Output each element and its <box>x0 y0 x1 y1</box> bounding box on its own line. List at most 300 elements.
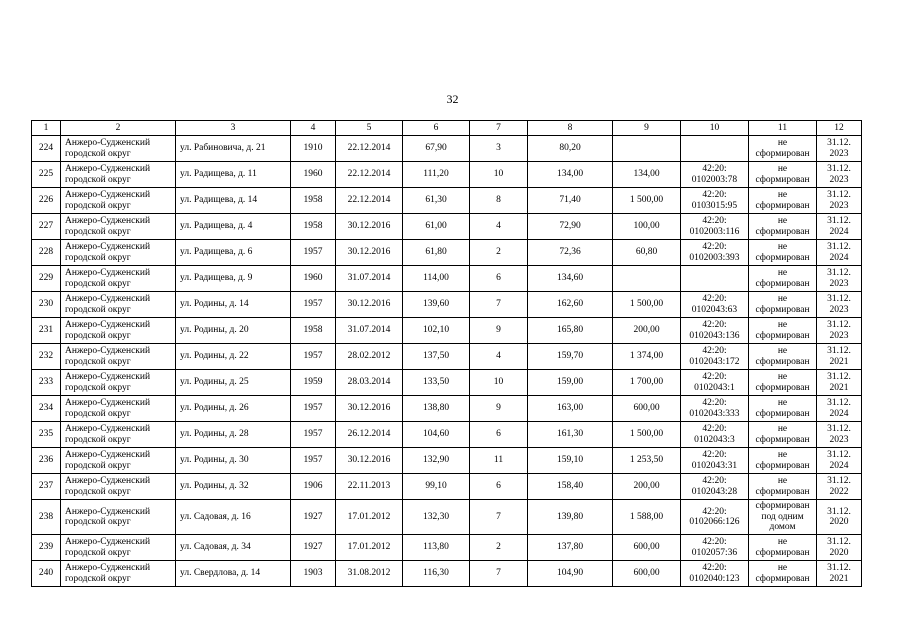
area-cell: 111,20 <box>403 162 470 188</box>
column-number-8: 8 <box>528 121 613 136</box>
row-number-cell: 236 <box>32 448 61 474</box>
area-cell: 139,60 <box>403 292 470 318</box>
land-area-cell: 1 500,00 <box>613 422 681 448</box>
municipality-line-2: городской округ <box>65 356 131 367</box>
land-status-cell <box>749 344 817 370</box>
municipality-line-1: Анжеро-Судженский <box>65 346 151 356</box>
land-status-cell <box>749 266 817 292</box>
cadastral-line-2: 0103015:95 <box>691 200 738 211</box>
column-number-9: 9 <box>613 121 681 136</box>
municipality-cell <box>61 370 176 396</box>
land-status-cell <box>749 136 817 162</box>
column-number-11: 11 <box>749 121 817 136</box>
land-status-cell <box>749 292 817 318</box>
municipality-cell <box>61 136 176 162</box>
municipality-line-1: Анжеро-Судженский <box>65 216 151 226</box>
deadline-line-2: 2020 <box>829 547 849 558</box>
land-status-cell <box>749 422 817 448</box>
cadastral-cell <box>681 214 749 240</box>
cadastral-cell <box>681 240 749 266</box>
area-cell: 61,80 <box>403 240 470 266</box>
table-row <box>32 448 862 474</box>
land-area-cell: 1 500,00 <box>613 292 681 318</box>
municipality-cell <box>61 266 176 292</box>
address-cell: ул. Родины, д. 30 <box>176 448 291 474</box>
year-cell: 1958 <box>291 318 336 344</box>
address-cell: ул. Радищева, д. 14 <box>176 188 291 214</box>
land-status-line-2: сформирован <box>755 408 810 419</box>
area-cell: 132,90 <box>403 448 470 474</box>
table-row <box>32 136 862 162</box>
table-row <box>32 266 862 292</box>
cadastral-line-2: 0102003:78 <box>691 174 738 185</box>
municipality-cell <box>61 535 176 561</box>
municipality-line-1: Анжеро-Судженский <box>65 242 151 252</box>
address-cell: ул. Радищева, д. 4 <box>176 214 291 240</box>
deadline-line-1: 31.12. <box>827 216 851 226</box>
row-number-cell: 233 <box>32 370 61 396</box>
deadline-cell <box>817 396 862 422</box>
municipality-line-2: городской округ <box>65 278 131 289</box>
column-number-4: 4 <box>291 121 336 136</box>
deadline-line-2: 2024 <box>829 252 849 263</box>
count-cell: 2 <box>470 240 528 266</box>
date-cell: 17.01.2012 <box>336 500 403 535</box>
land-status-line-1: не <box>777 294 788 304</box>
table-row <box>32 370 862 396</box>
row-number-cell: 232 <box>32 344 61 370</box>
deadline-cell <box>817 188 862 214</box>
total-area-cell: 104,90 <box>528 561 613 587</box>
deadline-line-2: 2021 <box>829 356 849 367</box>
deadline-line-2: 2024 <box>829 460 849 471</box>
count-cell: 6 <box>470 266 528 292</box>
total-area-cell: 137,80 <box>528 535 613 561</box>
total-area-cell: 162,60 <box>528 292 613 318</box>
municipality-cell <box>61 214 176 240</box>
deadline-cell <box>817 292 862 318</box>
land-status-line-1: не <box>777 138 788 148</box>
land-status-line-2: сформирован <box>755 304 810 315</box>
municipality-line-1: Анжеро-Судженский <box>65 138 151 148</box>
land-status-line-2: сформирован <box>755 226 810 237</box>
deadline-line-2: 2023 <box>829 304 849 315</box>
land-status-line-2: сформирован <box>755 252 810 263</box>
page-number: 32 <box>446 92 459 106</box>
date-cell: 28.03.2014 <box>336 370 403 396</box>
deadline-cell <box>817 344 862 370</box>
count-cell: 4 <box>470 214 528 240</box>
total-area-cell: 158,40 <box>528 474 613 500</box>
cadastral-cell <box>681 474 749 500</box>
cadastral-line-2: 0102043:28 <box>691 486 738 497</box>
municipality-line-1: Анжеро-Судженский <box>65 450 151 460</box>
municipality-line-1: Анжеро-Судженский <box>65 476 151 486</box>
deadline-line-1: 31.12. <box>827 138 851 148</box>
municipality-cell <box>61 396 176 422</box>
cadastral-line-2: 0102043:172 <box>689 356 740 367</box>
cadastral-line-1: 42:20: <box>702 294 727 304</box>
municipality-line-2: городской округ <box>65 148 131 159</box>
total-area-cell: 139,80 <box>528 500 613 535</box>
municipality-line-2: городской округ <box>65 408 131 419</box>
deadline-cell <box>817 214 862 240</box>
table-row <box>32 500 862 535</box>
date-cell: 30.12.2016 <box>336 240 403 266</box>
total-area-cell: 159,00 <box>528 370 613 396</box>
deadline-line-2: 2024 <box>829 226 849 237</box>
table-row <box>32 292 862 318</box>
table-row <box>32 162 862 188</box>
cadastral-line-1: 42:20: <box>702 190 727 200</box>
land-area-cell: 1 588,00 <box>613 500 681 535</box>
municipality-cell <box>61 292 176 318</box>
area-cell: 133,50 <box>403 370 470 396</box>
municipality-line-1: Анжеро-Судженский <box>65 563 151 573</box>
date-cell: 31.07.2014 <box>336 318 403 344</box>
table-row <box>32 561 862 587</box>
deadline-line-2: 2023 <box>829 278 849 289</box>
deadline-line-1: 31.12. <box>827 424 851 434</box>
municipality-line-1: Анжеро-Судженский <box>65 164 151 174</box>
count-cell: 7 <box>470 292 528 318</box>
area-cell: 99,10 <box>403 474 470 500</box>
total-area-cell: 72,36 <box>528 240 613 266</box>
row-number-cell: 227 <box>32 214 61 240</box>
area-cell: 113,80 <box>403 535 470 561</box>
area-cell: 138,80 <box>403 396 470 422</box>
municipality-line-1: Анжеро-Судженский <box>65 190 151 200</box>
count-cell: 4 <box>470 344 528 370</box>
table-row <box>32 318 862 344</box>
deadline-line-1: 31.12. <box>827 346 851 356</box>
land-area-cell: 600,00 <box>613 535 681 561</box>
municipality-cell <box>61 448 176 474</box>
cadastral-cell <box>681 344 749 370</box>
year-cell: 1957 <box>291 448 336 474</box>
land-status-line-2: сформирован <box>755 174 810 185</box>
row-number-cell: 225 <box>32 162 61 188</box>
address-cell: ул. Родины, д. 20 <box>176 318 291 344</box>
date-cell: 31.07.2014 <box>336 266 403 292</box>
deadline-line-2: 2024 <box>829 408 849 419</box>
row-number-cell: 226 <box>32 188 61 214</box>
municipality-line-1: Анжеро-Судженский <box>65 398 151 408</box>
table-row <box>32 422 862 448</box>
row-number-cell: 238 <box>32 500 61 535</box>
cadastral-cell <box>681 188 749 214</box>
municipality-line-1: Анжеро-Судженский <box>65 294 151 304</box>
total-area-cell: 72,90 <box>528 214 613 240</box>
cadastral-line-1: 42:20: <box>702 164 727 174</box>
deadline-line-2: 2021 <box>829 573 849 584</box>
land-status-line-1: не <box>777 268 788 278</box>
area-cell: 67,90 <box>403 136 470 162</box>
cadastral-line-1: 42:20: <box>702 216 727 226</box>
year-cell: 1958 <box>291 188 336 214</box>
deadline-line-2: 2022 <box>829 486 849 497</box>
land-status-cell <box>749 214 817 240</box>
deadline-cell <box>817 136 862 162</box>
deadline-cell <box>817 561 862 587</box>
total-area-cell: 165,80 <box>528 318 613 344</box>
count-cell: 7 <box>470 500 528 535</box>
address-cell: ул. Родины, д. 14 <box>176 292 291 318</box>
land-status-line-2: сформирован <box>755 434 810 445</box>
table-row <box>32 188 862 214</box>
address-cell: ул. Родины, д. 25 <box>176 370 291 396</box>
count-cell: 11 <box>470 448 528 474</box>
cadastral-line-2: 0102043:136 <box>689 330 740 341</box>
land-area-cell: 200,00 <box>613 318 681 344</box>
municipality-line-1: Анжеро-Судженский <box>65 268 151 278</box>
land-status-cell <box>749 561 817 587</box>
total-area-cell: 163,00 <box>528 396 613 422</box>
table-row <box>32 344 862 370</box>
municipality-cell <box>61 422 176 448</box>
row-number-cell: 235 <box>32 422 61 448</box>
land-area-cell: 1 374,00 <box>613 344 681 370</box>
deadline-line-1: 31.12. <box>827 450 851 460</box>
land-status-line-2: сформирован <box>755 330 810 341</box>
cadastral-cell <box>681 396 749 422</box>
land-status-line-1: не <box>777 537 788 547</box>
land-status-cell <box>749 162 817 188</box>
deadline-line-1: 31.12. <box>827 372 851 382</box>
deadline-line-2: 2021 <box>829 382 849 393</box>
cadastral-line-1: 42:20: <box>702 424 727 434</box>
total-area-cell: 80,20 <box>528 136 613 162</box>
land-status-line-1: не <box>777 398 788 408</box>
column-number-7: 7 <box>470 121 528 136</box>
cadastral-cell <box>681 535 749 561</box>
row-number-cell: 234 <box>32 396 61 422</box>
deadline-cell <box>817 240 862 266</box>
cadastral-line-2: 0102057:36 <box>691 547 738 558</box>
year-cell: 1906 <box>291 474 336 500</box>
year-cell: 1927 <box>291 535 336 561</box>
municipality-line-2: городской округ <box>65 547 131 558</box>
land-status-cell <box>749 318 817 344</box>
land-status-line-2: сформирован <box>755 547 810 558</box>
land-status-line-1: не <box>777 476 788 486</box>
land-status-line-2: сформирован <box>755 148 810 159</box>
year-cell: 1960 <box>291 266 336 292</box>
municipality-line-2: городской округ <box>65 573 131 584</box>
municipality-line-2: городской округ <box>65 382 131 393</box>
land-status-line-2: сформирован <box>755 486 810 497</box>
land-area-cell: 134,00 <box>613 162 681 188</box>
deadline-line-2: 2023 <box>829 434 849 445</box>
year-cell: 1957 <box>291 292 336 318</box>
cadastral-line-1: 42:20: <box>702 476 727 486</box>
cadastral-line-1: 42:20: <box>702 563 727 573</box>
address-cell: ул. Рабиновича, д. 21 <box>176 136 291 162</box>
land-status-line-2: сформирован <box>755 573 810 584</box>
deadline-line-2: 2023 <box>829 174 849 185</box>
land-status-line-1: не <box>777 242 788 252</box>
count-cell: 3 <box>470 136 528 162</box>
deadline-line-2: 2023 <box>829 330 849 341</box>
deadline-line-2: 2023 <box>829 148 849 159</box>
area-cell: 137,50 <box>403 344 470 370</box>
cadastral-line-1: 42:20: <box>702 537 727 547</box>
cadastral-line-2: 0102043:3 <box>694 434 735 445</box>
municipality-line-2: городской округ <box>65 330 131 341</box>
year-cell: 1957 <box>291 344 336 370</box>
row-number-cell: 224 <box>32 136 61 162</box>
cadastral-line-2: 0102003:116 <box>689 226 740 237</box>
row-number-cell: 239 <box>32 535 61 561</box>
land-status-cell <box>749 500 817 535</box>
date-cell: 31.08.2012 <box>336 561 403 587</box>
land-area-cell <box>613 266 681 292</box>
municipality-line-2: городской округ <box>65 226 131 237</box>
cadastral-line-1: 42:20: <box>702 320 727 330</box>
land-status-line-1: не <box>777 450 788 460</box>
land-status-line-1: не <box>777 216 788 226</box>
land-status-cell <box>749 474 817 500</box>
column-number-12: 12 <box>817 121 862 136</box>
count-cell: 9 <box>470 318 528 344</box>
area-cell: 116,30 <box>403 561 470 587</box>
deadline-cell <box>817 500 862 535</box>
year-cell: 1927 <box>291 500 336 535</box>
count-cell: 2 <box>470 535 528 561</box>
land-area-cell: 60,80 <box>613 240 681 266</box>
year-cell: 1957 <box>291 422 336 448</box>
land-area-cell: 100,00 <box>613 214 681 240</box>
date-cell: 22.11.2013 <box>336 474 403 500</box>
land-status-cell <box>749 396 817 422</box>
land-status-line-1: не <box>777 190 788 200</box>
municipality-line-2: городской округ <box>65 174 131 185</box>
deadline-line-1: 31.12. <box>827 320 851 330</box>
row-number-cell: 240 <box>32 561 61 587</box>
municipality-line-1: Анжеро-Судженский <box>65 537 151 547</box>
row-number-cell: 229 <box>32 266 61 292</box>
cadastral-line-2: 0102003:393 <box>689 252 740 263</box>
municipality-cell <box>61 344 176 370</box>
address-cell: ул. Родины, д. 28 <box>176 422 291 448</box>
cadastral-cell <box>681 500 749 535</box>
municipality-line-2: городской округ <box>65 460 131 471</box>
column-number-1: 1 <box>32 121 61 136</box>
land-status-line-2: сформирован <box>755 382 810 393</box>
address-cell: ул. Родины, д. 26 <box>176 396 291 422</box>
land-status-line-3: домом <box>769 522 796 533</box>
municipality-cell <box>61 474 176 500</box>
date-cell: 30.12.2016 <box>336 214 403 240</box>
land-status-line-1: не <box>777 164 788 174</box>
cadastral-line-2: 0102040:123 <box>689 573 740 584</box>
land-area-cell: 600,00 <box>613 396 681 422</box>
land-status-line-2: сформирован <box>755 460 810 471</box>
date-cell: 30.12.2016 <box>336 396 403 422</box>
cadastral-cell <box>681 292 749 318</box>
cadastral-cell <box>681 561 749 587</box>
total-area-cell: 161,30 <box>528 422 613 448</box>
count-cell: 6 <box>470 474 528 500</box>
cadastral-line-1: 42:20: <box>702 346 727 356</box>
land-area-cell: 1 500,00 <box>613 188 681 214</box>
deadline-line-1: 31.12. <box>827 506 851 517</box>
deadline-line-1: 31.12. <box>827 563 851 573</box>
deadline-cell <box>817 370 862 396</box>
total-area-cell: 159,10 <box>528 448 613 474</box>
municipality-line-2: городской округ <box>65 486 131 497</box>
land-status-line-1: не <box>777 346 788 356</box>
land-status-cell <box>749 448 817 474</box>
cadastral-cell <box>681 266 749 292</box>
year-cell: 1957 <box>291 396 336 422</box>
cadastral-line-2: 0102043:333 <box>689 408 740 419</box>
deadline-cell <box>817 318 862 344</box>
municipality-line-1: Анжеро-Судженский <box>65 506 151 517</box>
cadastral-line-2: 0102043:1 <box>694 382 735 393</box>
land-status-line-1: сформирован <box>755 501 810 512</box>
municipality-line-2: городской округ <box>65 434 131 445</box>
deadline-line-1: 31.12. <box>827 398 851 408</box>
land-area-cell: 1 700,00 <box>613 370 681 396</box>
table-row <box>32 240 862 266</box>
total-area-cell: 134,60 <box>528 266 613 292</box>
row-number-cell: 230 <box>32 292 61 318</box>
land-status-cell <box>749 188 817 214</box>
deadline-cell <box>817 266 862 292</box>
municipality-line-1: Анжеро-Судженский <box>65 320 151 330</box>
cadastral-cell <box>681 136 749 162</box>
year-cell: 1958 <box>291 214 336 240</box>
deadline-line-1: 31.12. <box>827 476 851 486</box>
deadline-line-2: 2023 <box>829 200 849 211</box>
address-cell: ул. Родины, д. 22 <box>176 344 291 370</box>
land-area-cell <box>613 136 681 162</box>
land-status-cell <box>749 240 817 266</box>
municipality-line-1: Анжеро-Судженский <box>65 372 151 382</box>
cadastral-line-2: 0102043:63 <box>691 304 738 315</box>
cadastral-cell <box>681 370 749 396</box>
municipality-line-2: городской округ <box>65 200 131 211</box>
land-status-line-1: не <box>777 563 788 573</box>
row-number-cell: 237 <box>32 474 61 500</box>
address-cell: ул. Родины, д. 32 <box>176 474 291 500</box>
count-cell: 8 <box>470 188 528 214</box>
total-area-cell: 159,70 <box>528 344 613 370</box>
cadastral-line-1: 42:20: <box>702 398 727 408</box>
cadastral-line-1: 42:20: <box>702 506 727 517</box>
land-status-cell <box>749 535 817 561</box>
count-cell: 10 <box>470 370 528 396</box>
address-cell: ул. Радищева, д. 6 <box>176 240 291 266</box>
land-status-cell <box>749 370 817 396</box>
land-status-line-2: сформирован <box>755 356 810 367</box>
area-cell: 102,10 <box>403 318 470 344</box>
land-area-cell: 600,00 <box>613 561 681 587</box>
table-row <box>32 214 862 240</box>
cadastral-cell <box>681 422 749 448</box>
cadastral-cell <box>681 448 749 474</box>
date-cell: 30.12.2016 <box>336 448 403 474</box>
deadline-cell <box>817 448 862 474</box>
land-status-line-2: сформирован <box>755 278 810 289</box>
column-number-6: 6 <box>403 121 470 136</box>
year-cell: 1959 <box>291 370 336 396</box>
year-cell: 1960 <box>291 162 336 188</box>
row-number-cell: 228 <box>32 240 61 266</box>
deadline-line-1: 31.12. <box>827 268 851 278</box>
deadline-cell <box>817 474 862 500</box>
